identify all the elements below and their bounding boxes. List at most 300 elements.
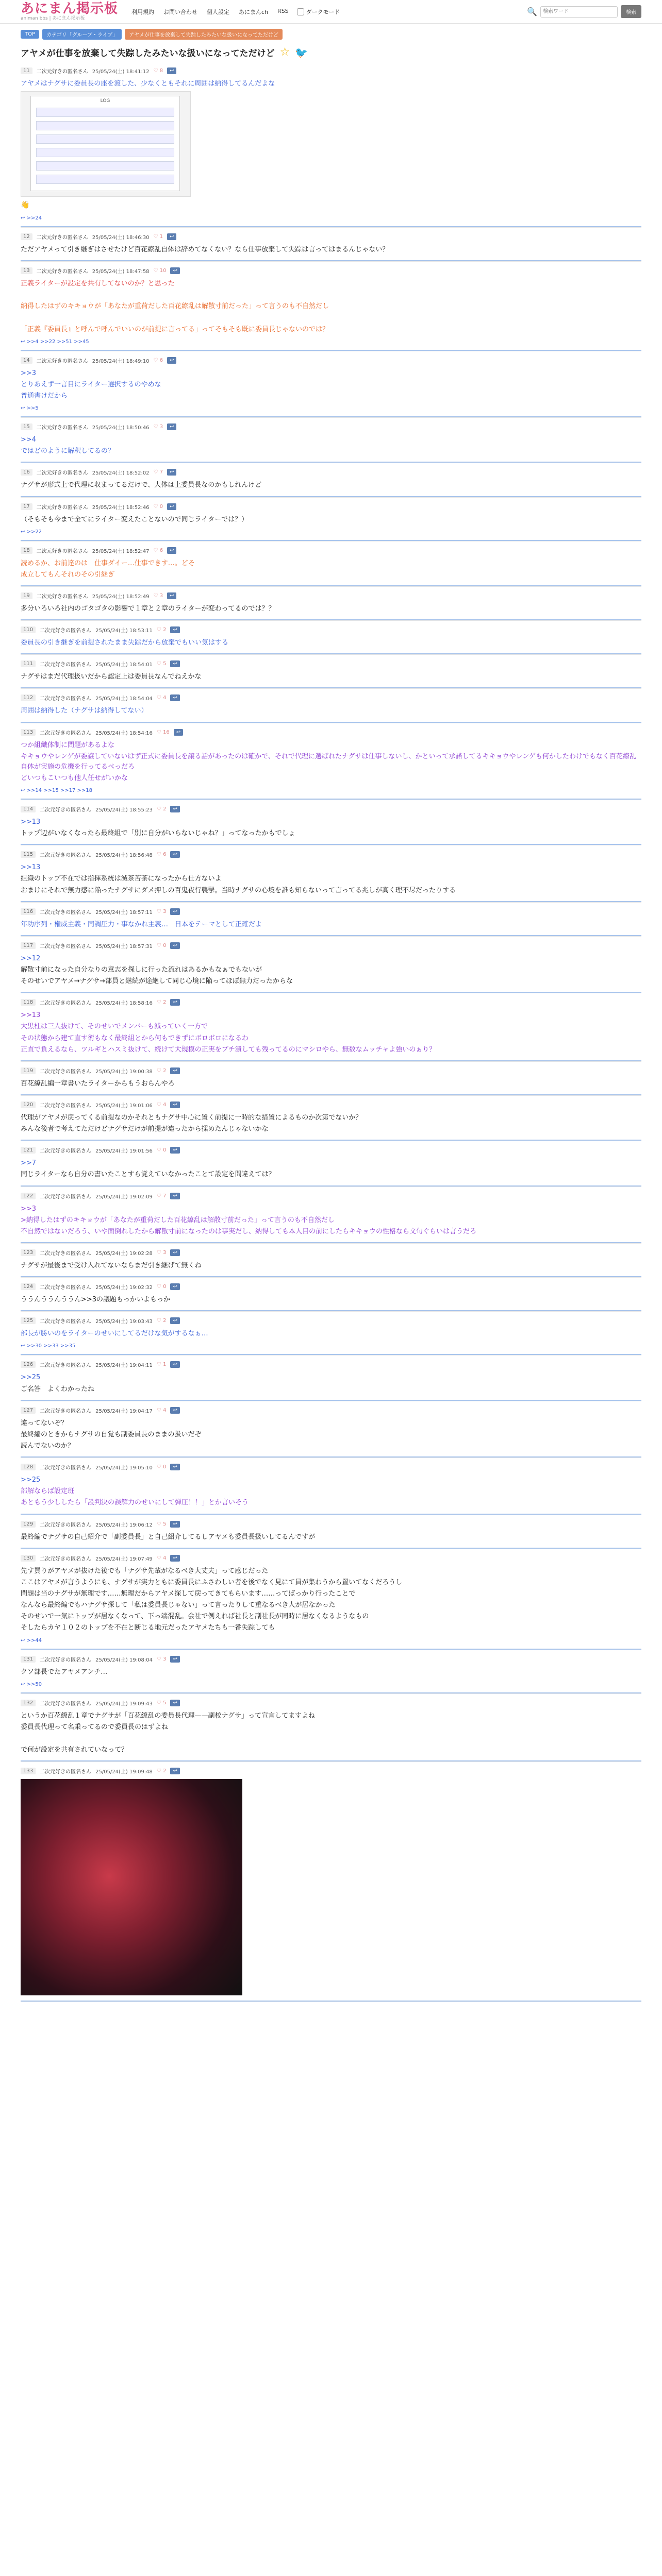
screenshot-row [36, 134, 174, 144]
post-line [21, 290, 641, 300]
post [21, 655, 641, 689]
post-body [21, 1667, 641, 1677]
nav-menu [131, 8, 289, 16]
post-date: 25/05/24(土) 19:01:56 [95, 1148, 153, 1155]
post-date: 25/05/24(土) 18:52:02 [92, 470, 150, 477]
post-body [21, 368, 641, 401]
like-count[interactable]: ♡ 7 [153, 469, 163, 476]
post-line: みんな後者で考えてただけどナグサだけが前提が違ったから揉めたんじゃないかな [21, 1125, 269, 1133]
post-header [21, 626, 641, 634]
like-count[interactable]: ♡ 5 [156, 661, 167, 667]
post-divider [21, 1514, 641, 1515]
post-number[interactable]: 112 [21, 694, 36, 701]
reply-button[interactable]: ↩ [170, 908, 179, 915]
post [21, 1187, 641, 1244]
reply-button[interactable]: ↩ [167, 469, 176, 476]
poster-name: 二次元好きの匿名さん [40, 1522, 92, 1528]
like-value: 0 [163, 942, 167, 948]
thread-title: アヤメが仕事を放棄して失踪したみたいな扱いになってただけど [21, 48, 275, 59]
post-body [21, 279, 641, 335]
anchor-text[interactable]: >>24 [26, 215, 42, 221]
post-number[interactable]: 17 [21, 503, 32, 510]
like-value: 5 [163, 1700, 167, 1706]
reply-anchors[interactable]: ↩ >>4 >>22 >>51 >>45 [21, 338, 89, 345]
post-line: >>12 [21, 954, 41, 962]
like-count[interactable]: ♡ 4 [156, 695, 167, 701]
post-number[interactable]: 110 [21, 626, 36, 633]
post-date: 25/05/24(土) 19:08:04 [95, 1657, 153, 1663]
reply-button[interactable]: ↩ [170, 1555, 179, 1562]
anchor-text[interactable]: >>5 [26, 405, 39, 412]
post-date: 25/05/24(土) 19:01:06 [95, 1103, 153, 1109]
post-number[interactable]: 128 [21, 1464, 36, 1470]
post [21, 903, 641, 937]
reply-button[interactable]: ↩ [170, 1464, 179, 1470]
post-body [21, 706, 641, 716]
like-value: 5 [163, 661, 167, 667]
breadcrumb-top[interactable]: TOP [21, 30, 39, 39]
nav-terms[interactable]: 利用規約 [131, 8, 155, 15]
post [21, 498, 641, 541]
post-line: 部解ならば設定班 [21, 1487, 75, 1496]
post-body [21, 1329, 641, 1339]
post-header [21, 592, 641, 600]
post-divider [21, 619, 641, 620]
reply-anchors[interactable]: ↩ >>5 [21, 405, 39, 412]
reply-button[interactable]: ↩ [170, 1656, 179, 1663]
like-count[interactable]: ♡ 1 [153, 233, 163, 240]
reply-button[interactable]: ↩ [170, 1361, 179, 1368]
post-divider [21, 2001, 641, 2002]
poster-name: 二次元好きの匿名さん [36, 594, 88, 600]
post-line: 組織のトップ不在では指揮系統は滅茶苦茶になったから仕方ないよ [21, 875, 222, 883]
reply-anchors[interactable]: ↩ >>24 [21, 215, 42, 221]
reply-anchors[interactable]: ↩ >>44 [21, 1637, 42, 1643]
reply-button[interactable]: ↩ [167, 233, 176, 240]
post-number[interactable]: 12 [21, 233, 32, 240]
post-number[interactable]: 122 [21, 1193, 36, 1199]
post-line: 納得したはずのキキョウが「あなたが重荷だした百花繚乱は解散寸前だった」って言うのも不自然だし [21, 302, 329, 311]
like-value: 16 [163, 729, 170, 735]
favorite-star-icon[interactable]: ☆ [279, 46, 290, 59]
post-line: 正義ライターが設定を共有してないのか？と思った [21, 279, 175, 287]
post-number[interactable]: 126 [21, 1361, 36, 1368]
post-date: 25/05/24(土) 18:57:11 [95, 909, 153, 916]
post-number[interactable]: 131 [21, 1656, 36, 1663]
post-header [21, 942, 641, 950]
post [21, 1244, 641, 1278]
reply-button[interactable]: ↩ [167, 592, 176, 599]
anchor-text[interactable]: >>14 >>15 >>17 >>18 [26, 788, 93, 794]
post-line: >>13 [21, 818, 41, 826]
post [21, 1096, 641, 1141]
like-count[interactable]: ♡ 4 [156, 1102, 167, 1108]
post-divider [21, 1060, 641, 1061]
post-line: 多分いろいろ社内のゴタゴタの影響で１章と２章のライターが変わってるのでは？？ [21, 604, 275, 613]
post-divider [21, 1140, 641, 1141]
post-number[interactable]: 125 [21, 1317, 36, 1324]
post-line: アヤメはナグサに委員長の座を渡した、少なくともそれに周囲は納得してるんだよな [21, 80, 275, 88]
like-count[interactable]: ♡ 3 [156, 1656, 167, 1662]
like-count[interactable]: ♡ 0 [156, 1147, 167, 1154]
post-line: >>4 [21, 436, 37, 444]
post-header [21, 267, 641, 275]
reply-button[interactable]: ↩ [170, 851, 179, 858]
poster-name: 二次元好きの匿名さん [40, 628, 92, 634]
poster-name: 二次元好きの匿名さん [40, 1556, 92, 1562]
reply-anchors[interactable]: ↩ >>30 >>33 >>35 [21, 1343, 76, 1349]
post-line: クソ部長でたアヤメアンチ… [21, 1668, 108, 1676]
like-count[interactable]: ♡ 8 [153, 68, 163, 74]
reply-button[interactable]: ↩ [170, 1147, 179, 1154]
post-header [21, 1283, 641, 1291]
post-body [21, 862, 641, 895]
post-divider [21, 1242, 641, 1243]
like-count[interactable]: ♡ 5 [156, 1700, 167, 1706]
post-number[interactable]: 114 [21, 806, 36, 812]
reply-anchors[interactable]: ↩ >>50 [21, 1681, 42, 1687]
post-line: ご名答 よくわかったね [21, 1385, 95, 1393]
post [21, 723, 641, 801]
post-number[interactable]: 111 [21, 660, 36, 667]
post [21, 351, 641, 418]
post-date: 25/05/24(土) 18:47:58 [92, 268, 150, 275]
post-line [21, 313, 641, 323]
post-line: ではどのように解釈してるの？ [21, 447, 115, 455]
poster-name: 二次元好きの匿名さん [40, 1769, 92, 1775]
poster-name: 二次元好きの匿名さん [36, 470, 88, 477]
post-header [21, 1192, 641, 1200]
like-count[interactable]: ♡ 0 [156, 1464, 167, 1470]
post-line: ここはアヤメが言うようにも、ナグサが実力ともに委員長にふさわしい者を後でなく見にて員が集わうから置いてなくだろうし [21, 1578, 403, 1586]
like-value: 7 [159, 469, 163, 476]
anchor-text[interactable]: >>44 [26, 1637, 42, 1643]
anchor-text[interactable]: >>30 >>33 >>35 [26, 1343, 76, 1349]
post-date: 25/05/24(土) 19:02:09 [95, 1194, 153, 1200]
poster-name: 二次元好きの匿名さん [40, 853, 92, 859]
post-number[interactable]: 16 [21, 469, 32, 476]
like-count[interactable]: ♡ 10 [153, 267, 167, 274]
reply-button[interactable]: ↩ [170, 1283, 179, 1290]
reply-button[interactable]: ↩ [170, 626, 179, 633]
post-divider [21, 496, 641, 497]
post [21, 689, 641, 723]
post-date: 25/05/24(土) 18:54:01 [95, 662, 153, 668]
post-header [21, 503, 641, 511]
anchor-text[interactable]: >>22 [26, 529, 42, 535]
post [21, 1549, 641, 1650]
poster-name: 二次元好きの匿名さん [40, 1251, 92, 1257]
post-header [21, 1463, 641, 1471]
post-date: 25/05/24(土) 18:54:04 [95, 696, 153, 702]
post-line: 部長が勝いのをライターのせいにしてるだけな気がするなぁ… [21, 1330, 208, 1338]
like-value: 6 [159, 547, 163, 553]
post [21, 418, 641, 463]
like-count[interactable]: ♡ 2 [156, 806, 167, 812]
reply-button[interactable]: ↩ [170, 1317, 179, 1324]
like-value: 3 [163, 1250, 167, 1256]
search-input[interactable] [540, 6, 618, 18]
reply-button[interactable]: ↩ [170, 806, 179, 812]
post-header [21, 1767, 641, 1775]
post-line: 年功序列・権威主義・同調圧力・事なかれ主義… 日本をテーマとして正確だよ [21, 920, 262, 928]
reply-button[interactable]: ↩ [170, 267, 179, 274]
post-line: >>13 [21, 1011, 41, 1020]
nav-settings[interactable]: 個人設定 [207, 8, 230, 15]
post-number[interactable]: 115 [21, 851, 36, 858]
post-header [21, 1699, 641, 1707]
like-count[interactable]: ♡ 5 [156, 1521, 167, 1527]
post-body [21, 1295, 641, 1305]
post-header [21, 694, 641, 702]
post [21, 1141, 641, 1187]
nav-contact[interactable]: お問い合わせ [163, 8, 198, 15]
reply-button[interactable]: ↩ [170, 1193, 179, 1199]
post [21, 228, 641, 262]
post-number[interactable]: 14 [21, 357, 32, 364]
dark-mode-label: ダークモード [306, 8, 340, 15]
anchor-text[interactable]: >>50 [26, 1681, 42, 1687]
poster-name: 二次元好きの匿名さん [40, 1001, 92, 1007]
post-line: 成立してもんそれのその引継ぎ [21, 570, 115, 579]
like-value: 8 [159, 68, 163, 74]
post-divider [21, 226, 641, 227]
post-header [21, 908, 641, 916]
like-count[interactable]: ♡ 3 [156, 1250, 167, 1256]
post-number[interactable]: 117 [21, 942, 36, 949]
post-number[interactable]: 119 [21, 1067, 36, 1074]
post-header [21, 728, 641, 736]
post-number[interactable]: 19 [21, 592, 32, 599]
post [21, 1694, 641, 1762]
like-value: 6 [159, 357, 163, 363]
reply-anchors[interactable]: ↩ >>22 [21, 529, 42, 535]
poster-name: 二次元好きの匿名さん [40, 662, 92, 668]
post-date: 25/05/24(土) 19:03:43 [95, 1319, 153, 1325]
post-divider [21, 1692, 641, 1693]
reply-button[interactable]: ↩ [170, 1521, 179, 1528]
like-count[interactable]: ♡ 16 [156, 729, 170, 735]
post-date: 25/05/24(土) 19:04:17 [95, 1408, 153, 1414]
screenshot-title: LOG [100, 98, 110, 104]
post-number[interactable]: 123 [21, 1249, 36, 1256]
post-header [21, 1101, 641, 1109]
reply-button[interactable]: ↩ [170, 694, 179, 701]
attached-screenshot[interactable] [21, 91, 191, 197]
reply-button[interactable]: ↩ [170, 1067, 179, 1074]
reply-button[interactable]: ↩ [170, 1700, 179, 1706]
post-number[interactable]: 129 [21, 1521, 36, 1528]
reply-button[interactable]: ↩ [174, 729, 183, 736]
like-count[interactable]: ♡ 7 [156, 1193, 167, 1199]
post [21, 937, 641, 993]
post-line: 読めるか、お前達のは 仕事ダイー…仕事できす…。どそ [21, 559, 195, 567]
post-header [21, 233, 641, 241]
post-header [21, 357, 641, 364]
like-count[interactable]: ♡ 1 [156, 1362, 167, 1368]
post-line: その状態から建て直す術もなく最終組とから何もできずにボロボロになるわ [21, 1034, 249, 1042]
post-line: そのせいでアヤメ→ナグサ→部員と継続が途絶して同じ心境に陥ってほぼ無力だったからな [21, 977, 293, 986]
post-body [21, 558, 641, 580]
post-header [21, 1655, 641, 1663]
reply-button[interactable]: ↩ [167, 423, 176, 430]
like-count[interactable]: ♡ 6 [156, 852, 167, 858]
like-count[interactable]: ♡ 4 [156, 1407, 167, 1413]
poster-name: 二次元好きの匿名さん [40, 1408, 92, 1414]
screenshot-row [36, 108, 174, 117]
dark-mode-toggle[interactable] [297, 8, 340, 16]
post [21, 1762, 641, 2002]
post-line: キキョウやレンゲが委譲していないはず正式に委員長を譲る話があったのは確かで、それで代理に選ばれたナグサは仕事しないし、かといって承諾してるキキョウやレンゲも何かしたわけでもなく百花繚乱自体が実施の危機を行ってるべっだろ [21, 752, 636, 771]
like-count[interactable]: ♡ 0 [156, 1284, 167, 1290]
post-divider [21, 1094, 641, 1095]
reply-button[interactable]: ↩ [167, 357, 176, 364]
like-value: 7 [163, 1193, 167, 1199]
post-line: おまけにそれで無力感に陥ったナグサにダメ押しの百鬼夜行襲撃。当時ナグサの心境を誰も知らないって言ってる兆しが高く理不尽だったりする [21, 886, 456, 894]
reply-button[interactable]: ↩ [167, 547, 176, 554]
like-value: 3 [163, 1656, 167, 1662]
post-header [21, 468, 641, 476]
twitter-icon[interactable]: 🐦 [295, 46, 308, 59]
poster-name: 二次元好きの匿名さん [36, 268, 88, 275]
post [21, 1355, 641, 1401]
breadcrumb-thread[interactable]: アヤメが仕事を放棄して失踪したみたいな扱いになってただけど [125, 29, 283, 40]
like-value: 2 [163, 1067, 167, 1074]
like-count[interactable]: ♡ 2 [156, 1318, 167, 1324]
post-number[interactable]: 13 [21, 267, 32, 274]
nav-animanch[interactable]: あにまんch [239, 8, 269, 15]
post-divider [21, 901, 641, 902]
post-header [21, 1520, 641, 1528]
post-line: 最終編でナグサの自己紹介で「副委員長」と自己紹介してるしアヤメも委員長扱いしてるんですが [21, 1533, 316, 1541]
breadcrumb-category[interactable]: カテゴリ「グループ・ライブ」 [42, 29, 122, 40]
post-number[interactable]: 113 [21, 729, 36, 736]
like-count[interactable]: ♡ 6 [153, 547, 163, 553]
post-number[interactable]: 124 [21, 1283, 36, 1290]
post-body [21, 740, 641, 784]
post [21, 262, 641, 351]
like-value: 0 [163, 1147, 167, 1154]
like-count[interactable]: ♡ 2 [156, 1768, 167, 1774]
thread-header [21, 46, 641, 62]
poster-name: 二次元好きの匿名さん [40, 730, 92, 736]
reply-button[interactable]: ↩ [170, 1768, 179, 1774]
post-divider [21, 462, 641, 463]
post-body [21, 1779, 641, 1995]
like-count[interactable]: ♡ 3 [153, 424, 163, 430]
site-logo[interactable] [21, 2, 118, 21]
reply-button[interactable]: ↩ [170, 942, 179, 949]
post-body [21, 920, 641, 930]
post-number[interactable]: 18 [21, 547, 32, 554]
post-line: 周囲は納得した（ナグサは納得してない） [21, 707, 148, 715]
post-number[interactable]: 120 [21, 1101, 36, 1108]
post-header [21, 423, 641, 431]
post-header [21, 660, 641, 668]
post-number[interactable]: 121 [21, 1147, 36, 1154]
post [21, 1650, 641, 1694]
reply-button[interactable]: ↩ [167, 67, 176, 74]
post-number[interactable]: 130 [21, 1555, 36, 1562]
post-body [21, 1079, 641, 1089]
post-line: あともう少ししたら「設判決の誤解力のせいにして弾圧！！」とか言いそう [21, 1499, 249, 1507]
like-count[interactable]: ♡ 2 [156, 1067, 167, 1074]
post-number[interactable]: 11 [21, 67, 32, 74]
top-bar [0, 0, 662, 24]
reply-anchors[interactable]: ↩ >>14 >>15 >>17 >>18 [21, 788, 93, 794]
post-number[interactable]: 127 [21, 1407, 36, 1414]
poster-name: 二次元好きの匿名さん [40, 1148, 92, 1155]
post-header [21, 805, 641, 813]
like-count[interactable]: ♡ 2 [156, 999, 167, 1006]
reply-button[interactable]: ↩ [170, 999, 179, 1006]
reply-button[interactable]: ↩ [170, 1407, 179, 1414]
post-body [21, 245, 641, 255]
post-number[interactable]: 132 [21, 1700, 36, 1706]
attached-image[interactable] [21, 1779, 242, 1995]
post-date: 25/05/24(土) 19:02:32 [95, 1285, 153, 1291]
anchor-text[interactable]: >>4 >>22 >>51 >>45 [26, 338, 89, 345]
like-count[interactable]: ♡ 2 [156, 627, 167, 633]
post-divider [21, 799, 641, 800]
poster-name: 二次元好きの匿名さん [40, 1069, 92, 1075]
like-value: 3 [159, 592, 163, 599]
reply-button[interactable]: ↩ [170, 1101, 179, 1108]
post-number[interactable]: 118 [21, 999, 36, 1006]
like-count[interactable]: ♡ 4 [156, 1555, 167, 1561]
post-line: 正直で負えるなら、ツルギとハスミ抜けて、続けて大規模の正実をブチ潰しても残ってるのにマシロやら、無数なムッチャよ強いのぁり？ [21, 1045, 436, 1054]
nav-rss[interactable]: RSS [277, 7, 289, 14]
like-count[interactable]: ♡ 3 [153, 592, 163, 599]
post-divider [21, 1185, 641, 1187]
post-divider [21, 416, 641, 417]
reply-button[interactable]: ↩ [170, 660, 179, 667]
post [21, 845, 641, 902]
reply-button[interactable]: ↩ [167, 503, 176, 510]
post-divider [21, 653, 641, 654]
post-date: 25/05/24(土) 19:06:12 [95, 1522, 153, 1528]
post-line: トップ辺がいなくなったら最終組で「別に自分がいらないじゃね？」ってなったかもでしょ [21, 829, 295, 838]
like-value: 3 [163, 908, 167, 914]
post-date: 25/05/24(土) 18:50:46 [92, 425, 150, 431]
search-button[interactable]: 検索 [621, 5, 641, 18]
post-header [21, 1406, 641, 1414]
like-count[interactable]: ♡ 0 [156, 942, 167, 948]
post-divider [21, 687, 641, 688]
post-line: 代理がアヤメが戻ってくる前提なのかそれともナグサ中心に置く前提に一時的な措置によるものか次第でないか？ [21, 1114, 362, 1122]
post-divider [21, 1548, 641, 1549]
like-value: 4 [163, 1407, 167, 1413]
search-icon: 🔍 [527, 7, 537, 16]
poster-name: 二次元好きの匿名さん [36, 425, 88, 431]
dark-mode-checkbox[interactable] [297, 8, 304, 15]
like-count[interactable]: ♡ 0 [153, 503, 163, 510]
post-line: 百花繚乱編一章書いたライターからもうおらんやろ [21, 1079, 175, 1088]
like-count[interactable]: ♡ 6 [153, 357, 163, 363]
post-line: そのせいで一気にトップが居なくなって、下っ端混乱。会社で例えれば社長と副社長が同時に居なくなるようなもの [21, 1613, 369, 1621]
post-body [21, 515, 641, 525]
post-line: 解散寸前になった自分なりの意志を探しに行った流れはあるかもなぁでもないが [21, 966, 262, 974]
post-date: 25/05/24(土) 19:09:43 [95, 1701, 153, 1707]
reply-button[interactable]: ↩ [170, 1249, 179, 1256]
like-count[interactable]: ♡ 3 [156, 908, 167, 914]
post-divider [21, 1760, 641, 1761]
post-header [21, 1146, 641, 1154]
post-number[interactable]: 133 [21, 1768, 36, 1774]
post-number[interactable]: 15 [21, 423, 32, 430]
post-number[interactable]: 116 [21, 908, 36, 915]
post-date: 25/05/24(土) 19:07:49 [95, 1556, 153, 1562]
